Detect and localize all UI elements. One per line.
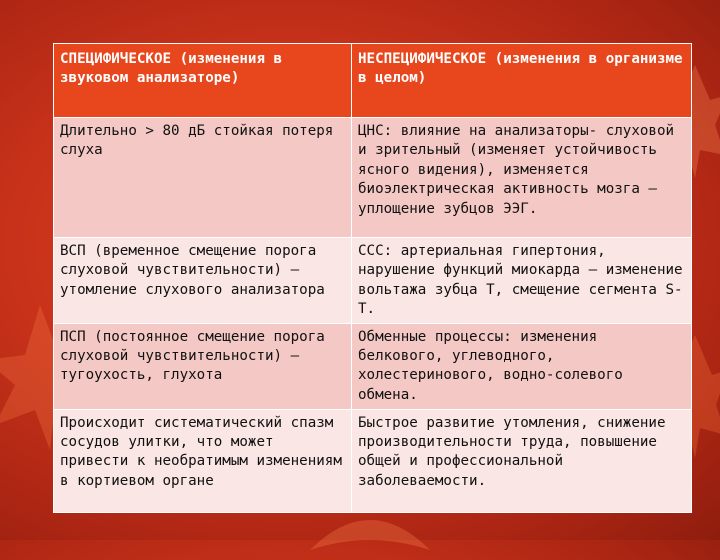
table-row — [54, 238, 692, 324]
cell-nonspecific: Обменные процессы: изменения белкового, углеводного, холестеринового, водно-солевого обмена. — [352, 323, 692, 409]
table-header-row — [54, 44, 692, 118]
header-specific: СПЕЦИФИЧЕСКОЕ (изменения в звуковом анализаторе) — [54, 44, 352, 118]
table-row — [54, 409, 692, 512]
cell-specific: Происходит систематический спазм сосудов улитки, что может привести к необратимым изменениям в кортиевом органе — [54, 409, 352, 512]
cell-nonspecific: ССС: артериальная гипертония, нарушение функций миокарда – изменение вольтажа зубца Т, смещение сегмента S-T. — [352, 238, 692, 324]
cell-nonspecific: ЦНС: влияние на анализаторы- слуховой и зрительный (изменяет устойчивость ясного видения), изменяется биоэлектрическая активность мозга – уплощение зубцов ЭЭГ. — [352, 118, 692, 238]
cell-nonspecific: Быстрое развитие утомления, снижение производительности труда, повышение общей и профессиональной заболеваемости. — [352, 409, 692, 512]
table-row — [54, 118, 692, 238]
table-row — [54, 323, 692, 409]
header-nonspecific: НЕСПЕЦИФИЧЕСКОЕ (изменения в организме в целом) — [352, 44, 692, 118]
cell-specific: ПСП (постоянное смещение порога слуховой чувствительности) – тугоухость, глухота — [54, 323, 352, 409]
comparison-table — [53, 43, 692, 513]
cell-specific: ВСП (временное смещение порога слуховой чувствительности) – утомление слухового анализатора — [54, 238, 352, 324]
cell-specific: Длительно > 80 дБ стойкая потеря слуха — [54, 118, 352, 238]
